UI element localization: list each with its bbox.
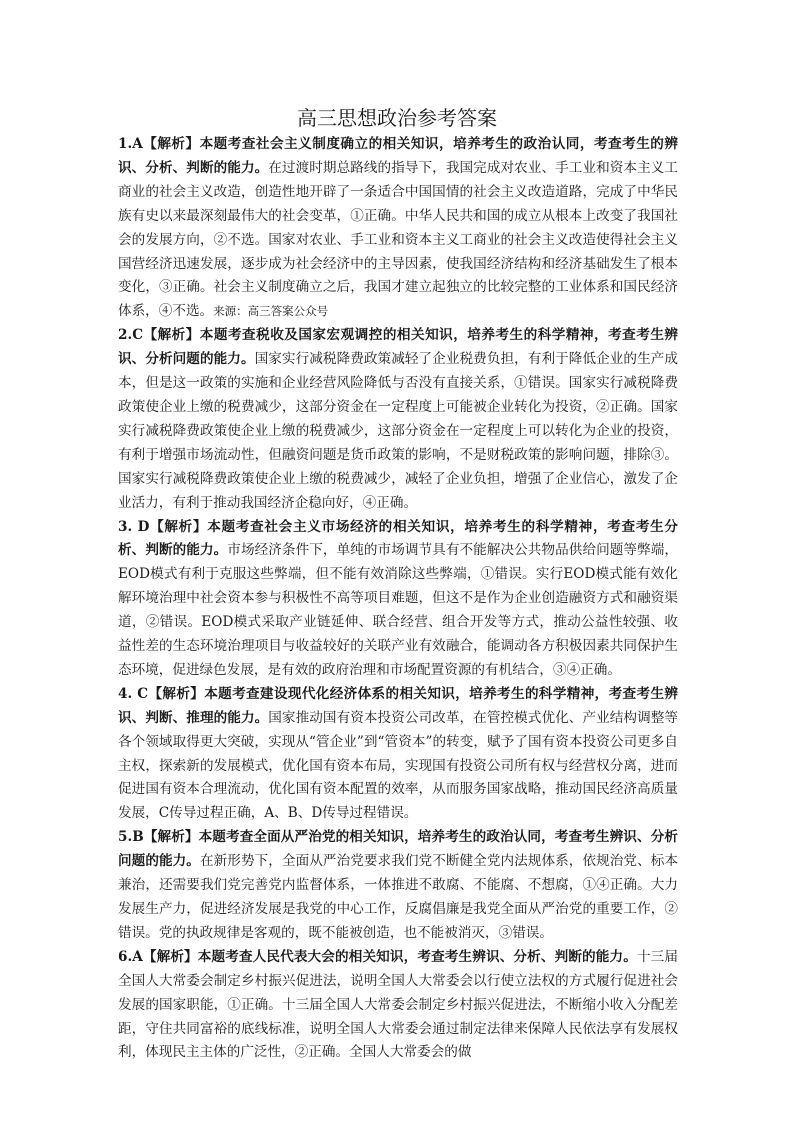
answer-item-6 bbox=[118, 946, 678, 1066]
answer-heading: 2.C【解析】本题考查税收及国家宏观调控的相关知识，培养考生的科学精神，考查考生辨识、分析问题的能力。 bbox=[118, 327, 678, 368]
answer-list bbox=[118, 133, 678, 1065]
source-note: 来源：高三答案公众号 bbox=[213, 304, 329, 319]
answer-body: 国家实行减税降费政策减轻了企业税费负担，有利于降低企业的生产成本，但是这一政策的实施和企业经营风险降低与否没有直接关系，①错误。国家实行减税降费政策使企业上缴的税费减少，这部分资金在一定程度上可能被企业转化为投资，②正确。国家实行减税降费政策使企业上缴的税费减少，这部分资金在一定程度上可以转化为企业的投资，有利于增强市场流动性，但融资问题是货币政策的影响，不是财税政策的影响问题，排除③。国家实行减税降费政策使企业上缴的税费减少，减轻了企业负担，增强了企业信心，激发了企业活力，有利于推动我国经济企稳向好，④正确。 bbox=[118, 351, 679, 511]
answer-item-4 bbox=[118, 683, 678, 826]
answer-body: 市场经济条件下，单纯的市场调节具有不能解决公共物品供给问题等弊端，EOD模式有利于克服这些弊端，但不能有效消除这些弊端，①错误。实行EOD模式能有效化解环境治理中社会资本参与积极性不高等项目难题，但这不是作为企业创造融资方式和融资渠道，②错误。EOD模式采取产业链延伸、联合经营、组合开发等方式，推动公益性较强、收益性差的生态环境治理项目与收益较好的关联产业有效融合，能调动各方积极因素共同保护生态环境，促进绿色发展，是有效的政府治理和市场配置资源的有机结合，③④正确。 bbox=[118, 542, 678, 678]
answer-body: 在过渡时期总路线的指导下，我国完成对农业、手工业和资本主义工商业的社会主义改造，创造性地开辟了一条适合中国国情的社会主义改造道路，完成了中华民族有史以来最深刻最伟大的社会变革，①正确。中华人民共和国的成立从根本上改变了我国社会的发展方向，②不选。国家对农业、手工业和资本主义工商业的社会主义改造使得社会主义国营经济迅速发展，逐步成为社会经济中的主导因素，使我国经济结构和经济基础发生了根本变化，③正确。社会主义制度确立之后，我国才建立起独立的比较完整的工业体系和国民经济体系，④不选。 bbox=[118, 159, 679, 320]
answer-body: 国家推动国有资本投资公司改革，在管控模式优化、产业结构调整等各个领域取得更大突破，实现从“管企业”到“管资本”的转变，赋予了国有资本投资公司更多自主权，探索新的发展模式，优化国有资本布局，实现国有投资公司所有权与经营权分离，进而促进国有资本合理流动，优化国有资本配置的效率，从而服务国家战略，推动国民经济高质量发展，C传导过程正确，A、B、D传导过程错误。 bbox=[118, 709, 679, 822]
answer-body: 十三届全国人大常委会制定乡村振兴促进法，说明全国人大常委会以行使立法权的方式履行促进社会发展的国家职能，①正确。十三届全国人大常委会制定乡村振兴促进法，不断缩小收入分配差距，守住共同富裕的底线标准，说明全国人大常委会通过制定法律来保障人民依法享有发展权利，体现民主主体的广泛性，②正确。全国人大常委会的做 bbox=[118, 948, 678, 1061]
document-title: 高三思想政治参考答案 bbox=[297, 106, 497, 130]
answer-heading: 4. C【解析】本题考查建设现代化经济体系的相关知识，培养考生的科学精神，考查考生辨识、判断、推理的能力。 bbox=[118, 685, 678, 726]
answer-item-5 bbox=[118, 826, 678, 946]
answer-heading: 1.A【解析】本题考查社会主义制度确立的相关知识，培养考生的政治认同，考查考生的辨识、分析、判断的能力。 bbox=[118, 136, 678, 176]
answer-heading: 3. D【解析】本题考查社会主义市场经济的相关知识，培养考生的科学精神，考查考生分析、判断的能力。 bbox=[118, 518, 678, 559]
answer-item-1 bbox=[118, 133, 678, 324]
answer-heading: 5.B【解析】本题考查全面从严治党的相关知识，培养考生的政治认同，考查考生辨识、分析问题的能力。 bbox=[118, 829, 678, 870]
answer-heading: 6.A【解析】本题考查人民代表大会的相关知识，考查考生辨识、分析、判断的能力。 bbox=[118, 948, 637, 965]
answer-body: 在新形势下，全面从严治党要求我们党不断健全党内法规体系，依规治党、标本兼治，还需要我们党完善党内监督体系，一体推进不敢腐、不能腐、不想腐，①④正确。大力发展生产力，促进经济发展是我党的中心工作，反腐倡廉是我党全面从严治党的重要工作，②错误。党的执政规律是客观的，既不能被创造，也不能被消灭，③错误。 bbox=[118, 853, 679, 941]
answer-item-2 bbox=[118, 324, 678, 515]
answer-item-3 bbox=[118, 516, 678, 683]
